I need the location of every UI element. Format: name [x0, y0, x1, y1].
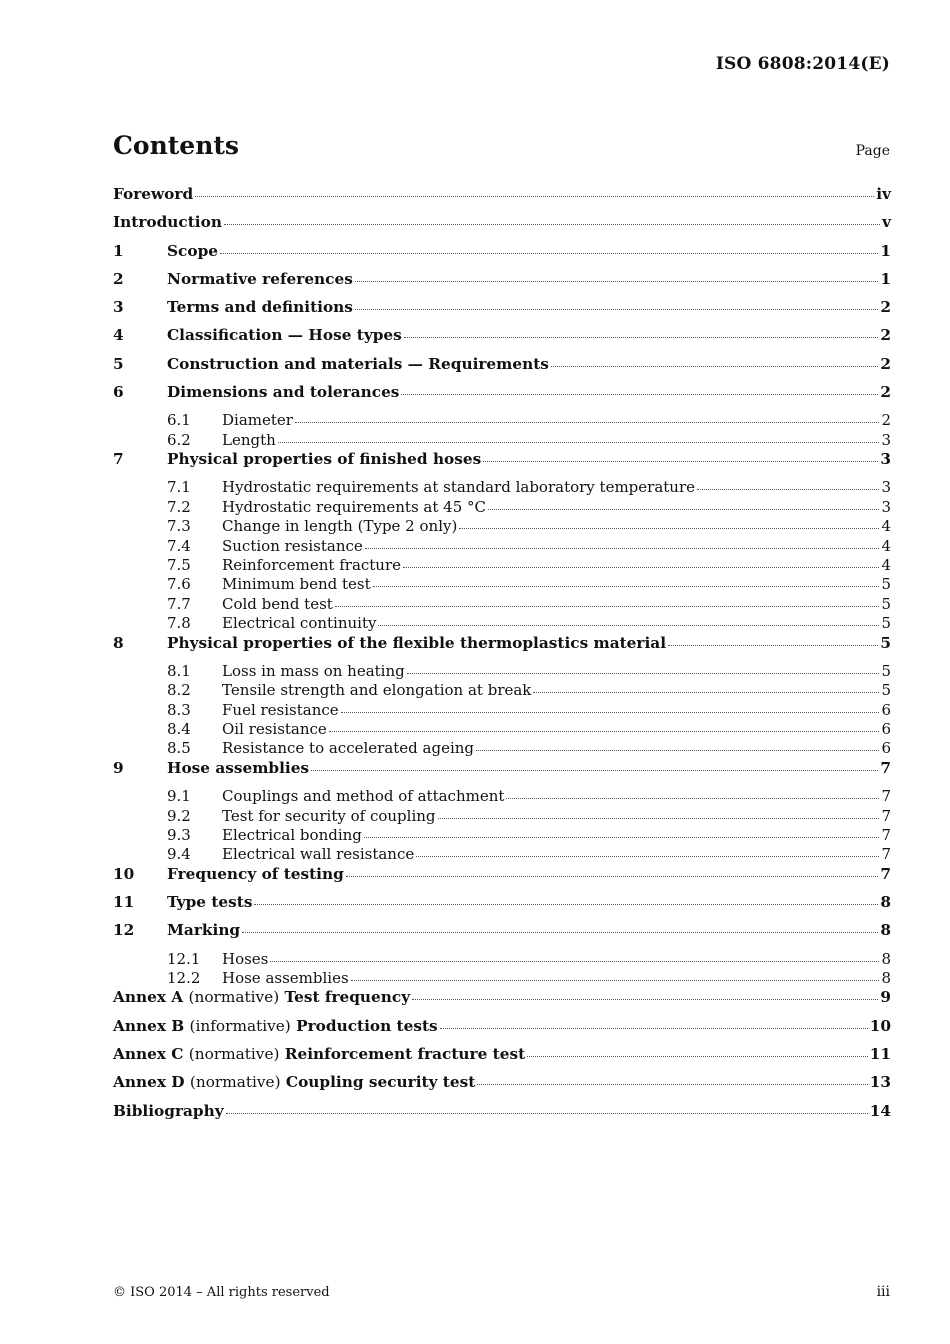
toc-entry[interactable] — [113, 865, 891, 893]
toc-entry-page: 7 — [881, 845, 891, 864]
toc-entry-number: 11 — [113, 892, 135, 911]
dot-leader — [341, 711, 880, 713]
dot-leader — [407, 672, 880, 674]
toc-entry[interactable] — [113, 1102, 891, 1130]
toc-entry[interactable] — [113, 556, 891, 575]
toc-entry-title: Physical properties of finished hoses — [167, 450, 482, 469]
toc-entry-title: Diameter — [222, 411, 293, 430]
toc-entry-number: 8 — [113, 633, 124, 652]
annex-title: Reinforcement fracture test — [284, 1044, 526, 1063]
toc-entry-title: Change in length (Type 2 only) — [222, 517, 458, 536]
dot-leader — [355, 280, 879, 282]
dot-leader — [416, 855, 879, 857]
toc-entry-page: 2 — [880, 383, 891, 402]
dot-leader — [412, 998, 878, 1000]
toc-entry-title: Minimum bend test — [222, 575, 371, 594]
toc-entry[interactable] — [113, 298, 891, 326]
toc-entry-title: Hose assemblies — [167, 758, 310, 777]
toc-entry-title: Cold bend test — [222, 594, 333, 613]
toc-entry[interactable] — [113, 517, 891, 536]
toc-entry-title: Couplings and method of attachment — [222, 787, 505, 806]
dot-leader — [226, 1112, 868, 1114]
toc-entry[interactable] — [113, 575, 891, 594]
dot-leader — [295, 421, 880, 423]
toc-entry-page: 10 — [869, 1016, 891, 1035]
toc-entry-title: Physical properties of the flexible thermoplastics material — [167, 633, 667, 652]
toc-entry-number: 7.2 — [167, 497, 191, 516]
annex-kind: (normative) — [188, 1044, 280, 1063]
toc-entry-page: 6 — [881, 739, 891, 758]
toc-entry-title: Electrical bonding — [222, 825, 362, 844]
toc-entry-page: 4 — [881, 556, 891, 575]
toc-entry-page: 6 — [881, 720, 891, 739]
toc-entry-title: Frequency of testing — [167, 864, 344, 883]
toc-entry-page: 2 — [881, 411, 891, 430]
toc-entry-page: 7 — [881, 825, 891, 844]
toc-entry-page: 14 — [869, 1101, 891, 1120]
toc-entry-title: Normative references — [167, 269, 353, 288]
toc-entry-number: 7.6 — [167, 575, 191, 594]
toc-entry-page: 1 — [880, 241, 891, 260]
dot-leader — [403, 566, 879, 568]
document-id: ISO 6808:2014(E) — [715, 54, 890, 74]
toc-entry-number: 12.1 — [167, 949, 201, 968]
annex-kind: (normative) — [189, 1073, 281, 1092]
toc-entry-page: 8 — [880, 921, 891, 940]
dot-leader — [254, 903, 878, 905]
toc-entry-title: Marking — [167, 921, 241, 940]
annex-title: Coupling security test — [285, 1073, 476, 1092]
toc-entry[interactable] — [113, 1045, 891, 1073]
toc-entry[interactable] — [113, 969, 891, 988]
toc-entry-number: 6 — [113, 383, 124, 402]
toc-entry[interactable] — [113, 739, 891, 758]
toc-entry[interactable] — [113, 681, 891, 700]
toc-entry-number: 6.2 — [167, 430, 191, 449]
toc-entry-page: 8 — [880, 892, 891, 911]
toc-entry[interactable] — [113, 1073, 891, 1101]
toc-entry-page: 3 — [881, 497, 891, 516]
toc-entry-page: iv — [876, 185, 891, 203]
toc-entry-number: 8.3 — [167, 700, 191, 719]
toc-entry-number: 7.7 — [167, 594, 191, 613]
toc-entry-page: 3 — [881, 478, 891, 497]
toc-entry-number: 8.4 — [167, 720, 191, 739]
toc-entry-title: Terms and definitions — [167, 298, 353, 317]
toc-entry-title: Test for security of coupling — [222, 806, 436, 825]
toc-entry-title: Classification — Hose types — [167, 326, 402, 345]
toc-entry-title — [113, 1045, 525, 1063]
toc-entry-number: 9.3 — [167, 825, 191, 844]
toc-entry-title: Hydrostatic requirements at standard laboratory temperature — [222, 478, 695, 497]
dot-leader — [378, 624, 879, 626]
toc-entry-number: 9 — [113, 758, 124, 777]
toc-entry-number: 6.1 — [167, 411, 191, 430]
dot-leader — [355, 308, 878, 310]
dot-leader — [346, 875, 879, 877]
toc-entry-title: Electrical continuity — [222, 614, 377, 633]
dot-leader — [697, 488, 879, 490]
toc-entry-title: Type tests — [167, 892, 253, 911]
toc-entry[interactable] — [113, 845, 891, 864]
dot-leader — [404, 336, 879, 338]
table-of-contents — [113, 185, 891, 1130]
toc-entry-title: Scope — [167, 241, 218, 260]
toc-entry-number: 3 — [113, 298, 124, 317]
toc-entry-title: Reinforcement fracture — [222, 556, 402, 575]
toc-entry[interactable] — [113, 270, 891, 298]
toc-entry-number: 5 — [113, 354, 124, 373]
dot-leader — [364, 836, 880, 838]
toc-entry-number: 2 — [113, 269, 124, 288]
annex-kind: (normative) — [188, 988, 280, 1007]
toc-entry-page: 9 — [880, 988, 891, 1007]
toc-entry-page: 5 — [881, 594, 891, 613]
toc-entry-page: 8 — [881, 968, 891, 987]
toc-entry-number: 8.5 — [167, 739, 191, 758]
toc-entry-page: 5 — [881, 681, 891, 700]
toc-entry-title: Electrical wall resistance — [222, 845, 415, 864]
annex-label: Annex B — [113, 1016, 185, 1035]
toc-entry[interactable] — [113, 411, 891, 430]
toc-entry-number: 7.8 — [167, 614, 191, 633]
toc-entry-title: Hose assemblies — [222, 968, 349, 987]
dot-leader — [506, 797, 879, 799]
toc-entry[interactable] — [113, 185, 891, 213]
dot-leader — [440, 1027, 868, 1029]
dot-leader — [477, 1083, 867, 1085]
toc-entry-page: 1 — [880, 269, 891, 288]
toc-entry[interactable] — [113, 720, 891, 739]
toc-entry[interactable] — [113, 759, 891, 787]
toc-entry[interactable] — [113, 807, 891, 826]
toc-entry-page: 2 — [880, 326, 891, 345]
dot-leader — [335, 605, 880, 607]
toc-entry-title: Hydrostatic requirements at 45 °C — [222, 497, 487, 516]
toc-entry-page: 4 — [881, 517, 891, 536]
page-title: Contents — [113, 131, 240, 160]
toc-entry-page: 2 — [880, 298, 891, 317]
toc-entry-number: 9.4 — [167, 845, 191, 864]
toc-entry-number: 12 — [113, 921, 135, 940]
dot-leader — [459, 527, 879, 529]
page-column-label: Page — [855, 143, 890, 159]
toc-entry-page: 5 — [881, 661, 891, 680]
dot-leader — [488, 508, 879, 510]
copyright-notice: © ISO 2014 – All rights reserved — [113, 1285, 330, 1300]
toc-entry[interactable] — [113, 355, 891, 383]
toc-entry-page: 11 — [869, 1044, 891, 1063]
toc-entry-number: 7 — [113, 450, 124, 469]
dot-leader — [365, 547, 880, 549]
toc-entry[interactable] — [113, 498, 891, 517]
annex-title: Production tests — [296, 1016, 438, 1035]
dot-leader — [224, 223, 880, 225]
toc-entry[interactable] — [113, 326, 891, 354]
toc-entry[interactable] — [113, 787, 891, 806]
toc-entry-title — [113, 1073, 475, 1091]
dot-leader — [242, 931, 878, 933]
toc-entry-page: 7 — [881, 806, 891, 825]
toc-entry-page: 4 — [881, 536, 891, 555]
toc-entry[interactable] — [113, 383, 891, 411]
dot-leader — [551, 365, 878, 367]
toc-entry-number: 7.1 — [167, 478, 191, 497]
toc-entry-title: Oil resistance — [222, 720, 327, 739]
toc-entry[interactable] — [113, 431, 891, 450]
dot-leader — [527, 1055, 868, 1057]
dot-leader — [311, 769, 878, 771]
dot-leader — [329, 730, 880, 732]
toc-entry-number: 7.5 — [167, 556, 191, 575]
dot-leader — [278, 441, 880, 443]
toc-entry-number: 9.2 — [167, 806, 191, 825]
toc-entry-number: 9.1 — [167, 787, 191, 806]
dot-leader — [373, 585, 880, 587]
dot-leader — [195, 195, 874, 197]
toc-entry-number: 7.4 — [167, 536, 191, 555]
toc-entry[interactable] — [113, 634, 891, 662]
toc-entry-page: 7 — [880, 864, 891, 883]
toc-entry-page: 2 — [880, 354, 891, 373]
toc-entry[interactable] — [113, 614, 891, 633]
toc-entry-title: Length — [222, 430, 276, 449]
toc-entry-page: 13 — [869, 1073, 891, 1092]
toc-entry-page: 5 — [881, 614, 891, 633]
toc-entry-title — [113, 988, 410, 1006]
toc-entry-number: 12.2 — [167, 968, 201, 987]
toc-entry[interactable] — [113, 450, 891, 478]
toc-entry[interactable] — [113, 921, 891, 949]
toc-entry[interactable] — [113, 701, 891, 720]
toc-entry-title: Fuel resistance — [222, 700, 339, 719]
toc-entry-page: 3 — [881, 430, 891, 449]
annex-title: Test frequency — [284, 988, 411, 1007]
annex-label: Annex C — [113, 1044, 184, 1063]
dot-leader — [438, 817, 880, 819]
toc-entry[interactable] — [113, 893, 891, 921]
toc-entry-page: 8 — [881, 949, 891, 968]
toc-entry-number: 4 — [113, 326, 124, 345]
annex-label: Annex A — [113, 988, 184, 1007]
toc-entry[interactable] — [113, 537, 891, 556]
dot-leader — [533, 691, 879, 693]
toc-entry-page: 6 — [881, 700, 891, 719]
toc-entry-title: Suction resistance — [222, 536, 363, 555]
toc-entry-title: Hoses — [222, 949, 269, 968]
dot-leader — [401, 393, 878, 395]
toc-entry[interactable] — [113, 213, 891, 241]
toc-entry-number: 7.3 — [167, 517, 191, 536]
toc-entry-title: Tensile strength and elongation at break — [222, 681, 532, 700]
page-number: iii — [876, 1284, 890, 1300]
dot-leader — [668, 644, 878, 646]
toc-entry[interactable] — [113, 1017, 891, 1045]
toc-entry-title: Dimensions and tolerances — [167, 383, 400, 402]
dot-leader — [483, 460, 878, 462]
toc-entry-page: 7 — [880, 758, 891, 777]
toc-entry-page: 5 — [880, 633, 891, 652]
toc-entry-title: Introduction — [113, 213, 222, 232]
toc-entry-number: 10 — [113, 864, 135, 883]
toc-entry[interactable] — [113, 988, 891, 1016]
toc-entry-title — [113, 1017, 438, 1035]
toc-entry[interactable] — [113, 662, 891, 681]
dot-leader — [220, 252, 878, 254]
toc-entry[interactable] — [113, 826, 891, 845]
dot-leader — [476, 749, 879, 751]
toc-entry-number: 8.1 — [167, 661, 191, 680]
toc-entry-title: Loss in mass on heating — [222, 661, 405, 680]
dot-leader — [270, 960, 879, 962]
toc-entry-page: 7 — [881, 787, 891, 806]
toc-entry[interactable] — [113, 242, 891, 270]
toc-entry-page: 5 — [881, 575, 891, 594]
toc-entry[interactable] — [113, 595, 891, 614]
toc-entry-number: 8.2 — [167, 681, 191, 700]
toc-entry[interactable] — [113, 950, 891, 969]
toc-entry-title: Construction and materials — Requirements — [167, 354, 549, 373]
annex-label: Annex D — [113, 1073, 185, 1092]
toc-entry-title: Bibliography — [113, 1101, 224, 1120]
annex-kind: (informative) — [189, 1016, 291, 1035]
toc-entry-page: v — [882, 213, 891, 232]
toc-entry-page: 3 — [880, 450, 891, 469]
toc-entry-title: Resistance to accelerated ageing — [222, 739, 475, 758]
dot-leader — [351, 979, 880, 981]
toc-entry[interactable] — [113, 478, 891, 497]
toc-entry-number: 1 — [113, 241, 124, 260]
toc-entry-title: Foreword — [113, 185, 194, 203]
